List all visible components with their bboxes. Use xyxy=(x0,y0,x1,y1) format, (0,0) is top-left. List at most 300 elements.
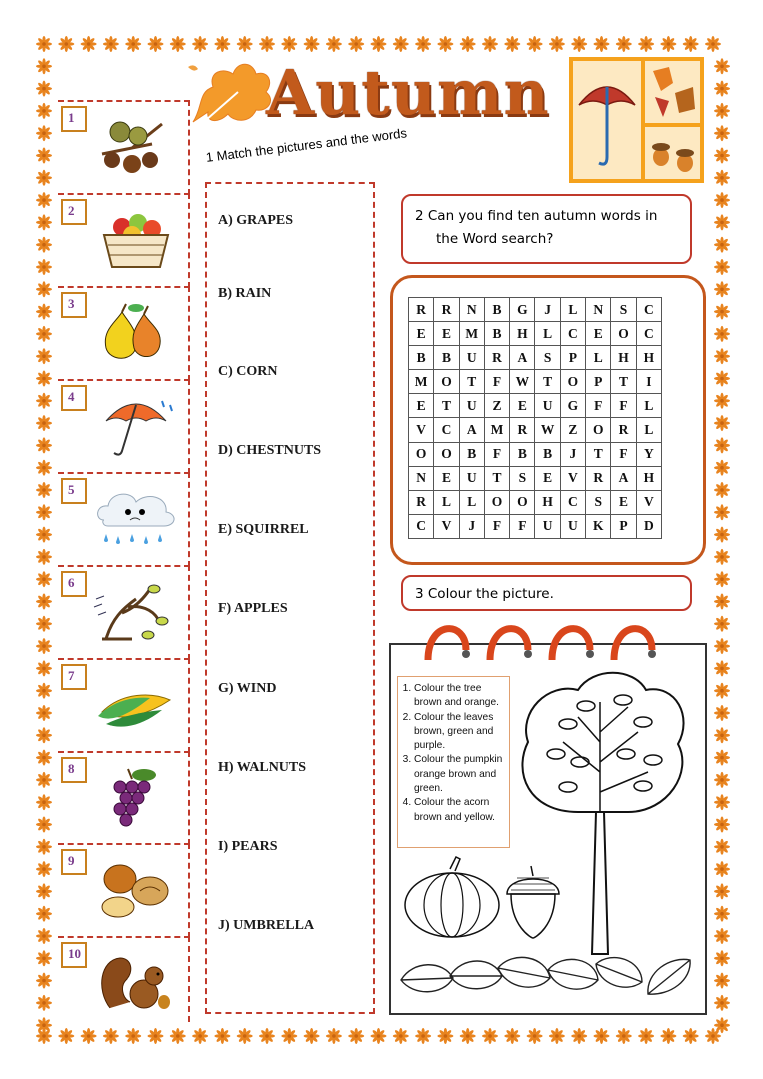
border-flower-icon xyxy=(36,326,52,342)
wordsearch-cell[interactable]: U xyxy=(560,514,585,538)
border-flower-icon xyxy=(714,973,730,989)
border-flower-icon xyxy=(714,683,730,699)
border-flower-icon xyxy=(714,259,730,275)
border-flower-icon xyxy=(482,1028,498,1044)
border-flower-icon xyxy=(36,214,52,230)
wordsearch-cell[interactable]: M xyxy=(409,370,434,394)
border-flower-icon xyxy=(192,1028,208,1044)
border-flower-icon xyxy=(660,1028,676,1044)
wordsearch-cell[interactable]: E xyxy=(434,322,459,346)
border-flower-icon xyxy=(348,1028,364,1044)
border-flower-icon xyxy=(36,504,52,520)
wordsearch-cell[interactable]: E xyxy=(409,394,434,418)
border-flower-icon xyxy=(705,36,721,52)
wordsearch-cell[interactable]: R xyxy=(611,418,636,442)
wordsearch-cell[interactable]: Z xyxy=(560,418,585,442)
wordsearch-cell[interactable]: L xyxy=(636,394,661,418)
question-2-line2: the Word search? xyxy=(436,231,554,247)
wordsearch-cell[interactable]: P xyxy=(611,514,636,538)
border-flower-icon xyxy=(348,36,364,52)
wordsearch-cell[interactable]: Y xyxy=(636,442,661,466)
wordsearch-cell[interactable]: C xyxy=(636,298,661,322)
wordsearch-cell[interactable]: W xyxy=(510,370,535,394)
border-flower-icon xyxy=(638,1028,654,1044)
wordsearch-cell[interactable]: F xyxy=(611,394,636,418)
border-flower-icon xyxy=(460,36,476,52)
border-flower-icon xyxy=(36,58,52,74)
border-flower-icon xyxy=(616,1028,632,1044)
border-flower-icon xyxy=(714,192,730,208)
border-flower-icon xyxy=(714,103,730,119)
ground-leaves-outline-icon xyxy=(398,950,700,1002)
border-flower-icon xyxy=(125,36,141,52)
border-flower-icon xyxy=(259,1028,275,1044)
border-flower-icon xyxy=(714,906,730,922)
wordsearch-cell[interactable]: G xyxy=(510,298,535,322)
border-flower-icon xyxy=(415,36,431,52)
border-flower-icon xyxy=(259,36,275,52)
border-flower-icon xyxy=(36,125,52,141)
picture-number: 10 xyxy=(61,942,87,968)
border-flower-icon xyxy=(714,950,730,966)
border-flower-icon xyxy=(714,504,730,520)
instruction-item: 2. Colour the leaves brown, green and purple. xyxy=(414,711,506,754)
wordsearch-cell[interactable]: U xyxy=(459,394,484,418)
border-flower-icon xyxy=(36,571,52,587)
border-flower-icon xyxy=(714,772,730,788)
border-flower-icon xyxy=(714,482,730,498)
wordsearch-row xyxy=(409,442,662,466)
border-flower-icon xyxy=(714,660,730,676)
border-flower-icon xyxy=(36,527,52,543)
border-flower-icon xyxy=(714,304,730,320)
border-flower-icon xyxy=(36,1017,52,1033)
border-flower-icon xyxy=(36,36,52,52)
border-flower-icon xyxy=(437,36,453,52)
border-flower-icon xyxy=(36,304,52,320)
border-flower-icon xyxy=(237,1028,253,1044)
border-flower-icon xyxy=(36,482,52,498)
wordsearch-cell[interactable]: E xyxy=(510,394,535,418)
picture-number: 4 xyxy=(61,385,87,411)
border-flower-icon xyxy=(36,727,52,743)
border-flower-icon xyxy=(504,36,520,52)
border-flower-icon xyxy=(437,1028,453,1044)
rain-cloud-icon xyxy=(92,486,180,550)
wordsearch-cell[interactable]: D xyxy=(636,514,661,538)
wordsearch-cell[interactable]: O xyxy=(611,322,636,346)
border-flower-icon xyxy=(170,1028,186,1044)
border-flower-icon xyxy=(214,36,230,52)
border-flower-icon xyxy=(36,705,52,721)
border-flower-icon xyxy=(36,973,52,989)
border-flower-icon xyxy=(125,1028,141,1044)
wordsearch-cell[interactable]: F xyxy=(484,442,509,466)
wordsearch-row xyxy=(409,322,662,346)
wordsearch-cell[interactable]: J xyxy=(560,442,585,466)
border-flower-icon xyxy=(393,1028,409,1044)
wordsearch-cell[interactable]: C xyxy=(409,514,434,538)
border-flower-icon xyxy=(36,616,52,632)
border-flower-icon xyxy=(714,237,730,253)
match-word: D) CHESTNUTS xyxy=(218,443,322,458)
wordsearch-cell[interactable]: T xyxy=(535,370,560,394)
wordsearch-cell[interactable]: O xyxy=(586,418,611,442)
wordsearch-cell[interactable]: B xyxy=(535,442,560,466)
border-flower-icon xyxy=(36,638,52,654)
wordsearch-cell[interactable]: V xyxy=(409,418,434,442)
wordsearch-cell[interactable]: N xyxy=(459,298,484,322)
wordsearch-cell[interactable]: O xyxy=(510,490,535,514)
border-flower-icon xyxy=(237,36,253,52)
wordsearch-cell[interactable]: L xyxy=(560,298,585,322)
border-flower-icon xyxy=(616,36,632,52)
border-flower-icon xyxy=(281,36,297,52)
wordsearch-cell[interactable]: U xyxy=(535,514,560,538)
border-flower-icon xyxy=(714,839,730,855)
wordsearch-cell[interactable]: M xyxy=(459,322,484,346)
wordsearch-cell[interactable]: A xyxy=(459,418,484,442)
instruction-item: 4. Colour the acorn brown and yellow. xyxy=(414,796,506,825)
wordsearch-cell[interactable]: K xyxy=(586,514,611,538)
border-flower-icon xyxy=(594,1028,610,1044)
border-flower-icon xyxy=(36,549,52,565)
pumpkin-outline-icon xyxy=(402,855,502,940)
exercise-1-heading: 1 Match the pictures and the words xyxy=(205,125,408,165)
border-flower-icon xyxy=(714,125,730,141)
wordsearch-cell[interactable]: O xyxy=(560,370,585,394)
border-flower-icon xyxy=(714,594,730,610)
wordsearch-cell[interactable]: B xyxy=(484,298,509,322)
wordsearch-cell[interactable]: P xyxy=(586,370,611,394)
border-flower-icon xyxy=(36,594,52,610)
border-flower-icon xyxy=(148,1028,164,1044)
border-flower-icon xyxy=(714,1017,730,1033)
border-flower-icon xyxy=(36,772,52,788)
border-flower-icon xyxy=(214,1028,230,1044)
border-flower-icon xyxy=(549,1028,565,1044)
wordsearch-cell[interactable]: T xyxy=(611,370,636,394)
border-flower-icon xyxy=(58,36,74,52)
border-flower-icon xyxy=(36,460,52,476)
wordsearch-row xyxy=(409,394,662,418)
border-flower-icon xyxy=(148,36,164,52)
wordsearch-cell[interactable]: T xyxy=(434,394,459,418)
wordsearch-cell[interactable]: L xyxy=(434,490,459,514)
wordsearch-cell[interactable]: B xyxy=(459,442,484,466)
wordsearch-cell[interactable]: O xyxy=(484,490,509,514)
border-flower-icon xyxy=(36,839,52,855)
border-flower-icon xyxy=(304,36,320,52)
wordsearch-row xyxy=(409,418,662,442)
wordsearch-cell[interactable]: W xyxy=(535,418,560,442)
wordsearch-cell[interactable]: C xyxy=(434,418,459,442)
wordsearch-cell[interactable]: P xyxy=(560,346,585,370)
border-flower-icon xyxy=(504,1028,520,1044)
wordsearch-cell[interactable]: R xyxy=(409,298,434,322)
wind-tree-icon xyxy=(92,579,180,643)
border-flower-icon xyxy=(460,1028,476,1044)
border-flower-icon xyxy=(371,1028,387,1044)
border-flower-icon xyxy=(36,259,52,275)
border-flower-icon xyxy=(527,1028,543,1044)
match-word: H) WALNUTS xyxy=(218,760,307,775)
wordsearch-cell[interactable]: E xyxy=(409,322,434,346)
wordsearch-cell[interactable]: F xyxy=(510,514,535,538)
colouring-instructions xyxy=(397,676,510,848)
wordsearch-cell[interactable]: E xyxy=(611,490,636,514)
wordsearch-cell[interactable]: R xyxy=(586,466,611,490)
border-flower-icon xyxy=(683,1028,699,1044)
border-flower-icon xyxy=(683,36,699,52)
border-flower-icon xyxy=(714,705,730,721)
wordsearch-cell[interactable]: E xyxy=(535,466,560,490)
wordsearch-cell[interactable]: G xyxy=(560,394,585,418)
wordsearch-cell[interactable]: L xyxy=(586,346,611,370)
wordsearch-cell[interactable]: L xyxy=(636,418,661,442)
wordsearch-cell[interactable]: V xyxy=(434,514,459,538)
border-flower-icon xyxy=(714,995,730,1011)
border-flower-icon xyxy=(714,527,730,543)
border-flower-icon xyxy=(393,36,409,52)
wordsearch-cell[interactable]: I xyxy=(636,370,661,394)
border-flower-icon xyxy=(58,1028,74,1044)
border-flower-icon xyxy=(482,36,498,52)
wordsearch-cell[interactable]: T xyxy=(484,466,509,490)
border-flower-icon xyxy=(714,214,730,230)
border-flower-icon xyxy=(714,794,730,810)
border-flower-icon xyxy=(714,750,730,766)
wordsearch-cell[interactable]: E xyxy=(434,466,459,490)
wordsearch-cell[interactable]: F xyxy=(611,442,636,466)
border-flower-icon xyxy=(714,928,730,944)
border-flower-icon xyxy=(81,1028,97,1044)
border-flower-icon xyxy=(594,36,610,52)
picture-number: 9 xyxy=(61,849,87,875)
border-flower-icon xyxy=(36,103,52,119)
match-word: G) WIND xyxy=(218,681,277,696)
picture-number: 1 xyxy=(61,106,87,132)
wordsearch-row xyxy=(409,370,662,394)
wordsearch-cell[interactable]: F xyxy=(484,514,509,538)
wordsearch-cell[interactable]: J xyxy=(459,514,484,538)
border-flower-icon xyxy=(192,36,208,52)
wordsearch-cell[interactable]: H xyxy=(636,466,661,490)
border-flower-icon xyxy=(36,660,52,676)
wordsearch-cell[interactable]: R xyxy=(409,490,434,514)
wordsearch-cell[interactable]: O xyxy=(434,442,459,466)
wordsearch-row xyxy=(409,514,662,538)
border-flower-icon xyxy=(36,861,52,877)
wordsearch-cell[interactable]: B xyxy=(409,346,434,370)
wordsearch-cell[interactable]: O xyxy=(434,370,459,394)
border-flower-icon xyxy=(36,883,52,899)
border-flower-icon xyxy=(714,437,730,453)
wordsearch-row xyxy=(409,346,662,370)
wordsearch-cell[interactable]: V xyxy=(636,490,661,514)
border-flower-icon xyxy=(571,1028,587,1044)
acorn-outline-icon xyxy=(503,864,563,942)
wordsearch-cell[interactable]: S xyxy=(510,466,535,490)
wordsearch-cell[interactable]: E xyxy=(586,322,611,346)
wordsearch-row xyxy=(409,466,662,490)
border-flower-icon xyxy=(714,861,730,877)
wordsearch-cell[interactable]: B xyxy=(434,346,459,370)
border-flower-icon xyxy=(36,393,52,409)
border-flower-icon xyxy=(527,36,543,52)
picture-number: 3 xyxy=(61,292,87,318)
wordsearch-cell[interactable]: N xyxy=(586,298,611,322)
border-flower-icon xyxy=(36,995,52,1011)
border-flower-icon xyxy=(36,170,52,186)
match-word: E) SQUIRREL xyxy=(218,522,309,537)
wordsearch-cell[interactable]: O xyxy=(409,442,434,466)
wordsearch-cell[interactable]: Z xyxy=(484,394,509,418)
word-column xyxy=(205,182,375,1014)
umbrella-icon xyxy=(92,393,180,457)
wordsearch-cell[interactable]: A xyxy=(611,466,636,490)
apples-basket-icon xyxy=(92,207,180,271)
border-flower-icon xyxy=(304,1028,320,1044)
wordsearch-cell[interactable]: R xyxy=(510,418,535,442)
wordsearch-cell[interactable]: T xyxy=(459,370,484,394)
wordsearch-cell[interactable]: U xyxy=(459,466,484,490)
wordsearch-cell[interactable]: U xyxy=(535,394,560,418)
wordsearch-cell[interactable]: R xyxy=(484,346,509,370)
wordsearch-cell[interactable]: C xyxy=(636,322,661,346)
match-word: C) CORN xyxy=(218,364,278,379)
match-word: J) UMBRELLA xyxy=(218,918,315,933)
border-flower-icon xyxy=(36,81,52,97)
border-flower-icon xyxy=(714,638,730,654)
question-3-label: 3 Colour the picture. xyxy=(415,586,554,602)
border-flower-icon xyxy=(36,281,52,297)
wordsearch-cell[interactable]: S xyxy=(611,298,636,322)
border-flower-icon xyxy=(714,883,730,899)
wordsearch-row xyxy=(409,490,662,514)
wordsearch-cell[interactable]: L xyxy=(535,322,560,346)
border-flower-icon xyxy=(326,1028,342,1044)
border-flower-icon xyxy=(714,371,730,387)
border-flower-icon xyxy=(36,817,52,833)
border-flower-icon xyxy=(36,750,52,766)
wordsearch-cell[interactable]: U xyxy=(459,346,484,370)
question-3-box xyxy=(401,575,692,611)
border-flower-icon xyxy=(36,348,52,364)
border-flower-icon xyxy=(714,415,730,431)
wordsearch-cell[interactable]: R xyxy=(434,298,459,322)
border-flower-icon xyxy=(714,616,730,632)
border-flower-icon xyxy=(36,794,52,810)
match-word: B) RAIN xyxy=(218,286,272,301)
wordsearch-cell[interactable]: H xyxy=(611,346,636,370)
border-flower-icon xyxy=(714,460,730,476)
border-flower-icon xyxy=(714,58,730,74)
wordsearch-cell[interactable]: F xyxy=(484,370,509,394)
border-flower-icon xyxy=(36,950,52,966)
wordsearch-grid xyxy=(408,297,662,539)
border-flower-icon xyxy=(281,1028,297,1044)
border-flower-icon xyxy=(415,1028,431,1044)
match-word: F) APPLES xyxy=(218,601,288,616)
wordsearch-cell[interactable]: H xyxy=(510,322,535,346)
border-flower-icon xyxy=(549,36,565,52)
wordsearch-cell[interactable]: B xyxy=(510,442,535,466)
border-flower-icon xyxy=(36,683,52,699)
border-flower-icon xyxy=(36,437,52,453)
border-flower-icon xyxy=(714,170,730,186)
wordsearch-cell[interactable]: T xyxy=(586,442,611,466)
border-flower-icon xyxy=(36,237,52,253)
question-2-line1: 2 Can you find ten autumn words in xyxy=(415,208,658,224)
border-flower-icon xyxy=(36,148,52,164)
maple-leaf-icon xyxy=(178,52,278,137)
border-flower-icon xyxy=(714,326,730,342)
wordsearch-cell[interactable]: H xyxy=(636,346,661,370)
border-flower-icon xyxy=(714,571,730,587)
border-flower-icon xyxy=(36,371,52,387)
question-2-box xyxy=(401,194,692,264)
wordsearch-cell[interactable]: N xyxy=(409,466,434,490)
match-word: I) PEARS xyxy=(218,839,278,854)
wordsearch-cell[interactable]: S xyxy=(586,490,611,514)
picture-number: 7 xyxy=(61,664,87,690)
border-flower-icon xyxy=(660,36,676,52)
border-flower-icon xyxy=(81,36,97,52)
page-title: Autumn xyxy=(266,56,550,129)
border-flower-icon xyxy=(36,192,52,208)
grapes-icon xyxy=(92,765,180,829)
border-flower-icon xyxy=(714,281,730,297)
walnuts-icon xyxy=(92,857,180,921)
wordsearch-cell[interactable]: L xyxy=(459,490,484,514)
picture-number: 5 xyxy=(61,478,87,504)
wordsearch-cell[interactable]: V xyxy=(560,466,585,490)
border-flower-icon xyxy=(714,81,730,97)
border-flower-icon xyxy=(326,36,342,52)
squirrel-icon xyxy=(92,950,180,1014)
wordsearch-cell[interactable]: H xyxy=(535,490,560,514)
border-flower-icon xyxy=(36,906,52,922)
wordsearch-cell[interactable]: F xyxy=(586,394,611,418)
border-flower-icon xyxy=(714,148,730,164)
instruction-item: 1. Colour the tree brown and orange. xyxy=(414,682,506,711)
wordsearch-cell[interactable]: J xyxy=(535,298,560,322)
wordsearch-cell[interactable]: B xyxy=(484,322,509,346)
corn-icon xyxy=(92,672,180,736)
border-flower-icon xyxy=(714,817,730,833)
border-flower-icon xyxy=(714,727,730,743)
wordsearch-cell[interactable]: S xyxy=(535,346,560,370)
wordsearch-cell[interactable]: C xyxy=(560,490,585,514)
wordsearch-cell[interactable]: M xyxy=(484,418,509,442)
wordsearch-cell[interactable]: A xyxy=(510,346,535,370)
border-flower-icon xyxy=(714,348,730,364)
border-flower-icon xyxy=(571,36,587,52)
picture-number: 6 xyxy=(61,571,87,597)
border-flower-icon xyxy=(371,36,387,52)
border-flower-icon xyxy=(103,36,119,52)
picture-number: 2 xyxy=(61,199,87,225)
border-flower-icon xyxy=(36,928,52,944)
border-flower-icon xyxy=(170,36,186,52)
border-flower-icon xyxy=(714,549,730,565)
autumn-umbrella-leaves-picture xyxy=(569,57,704,183)
wordsearch-cell[interactable]: C xyxy=(560,322,585,346)
match-word: A) GRAPES xyxy=(218,213,294,228)
border-flower-icon xyxy=(103,1028,119,1044)
border-flower-icon xyxy=(714,393,730,409)
